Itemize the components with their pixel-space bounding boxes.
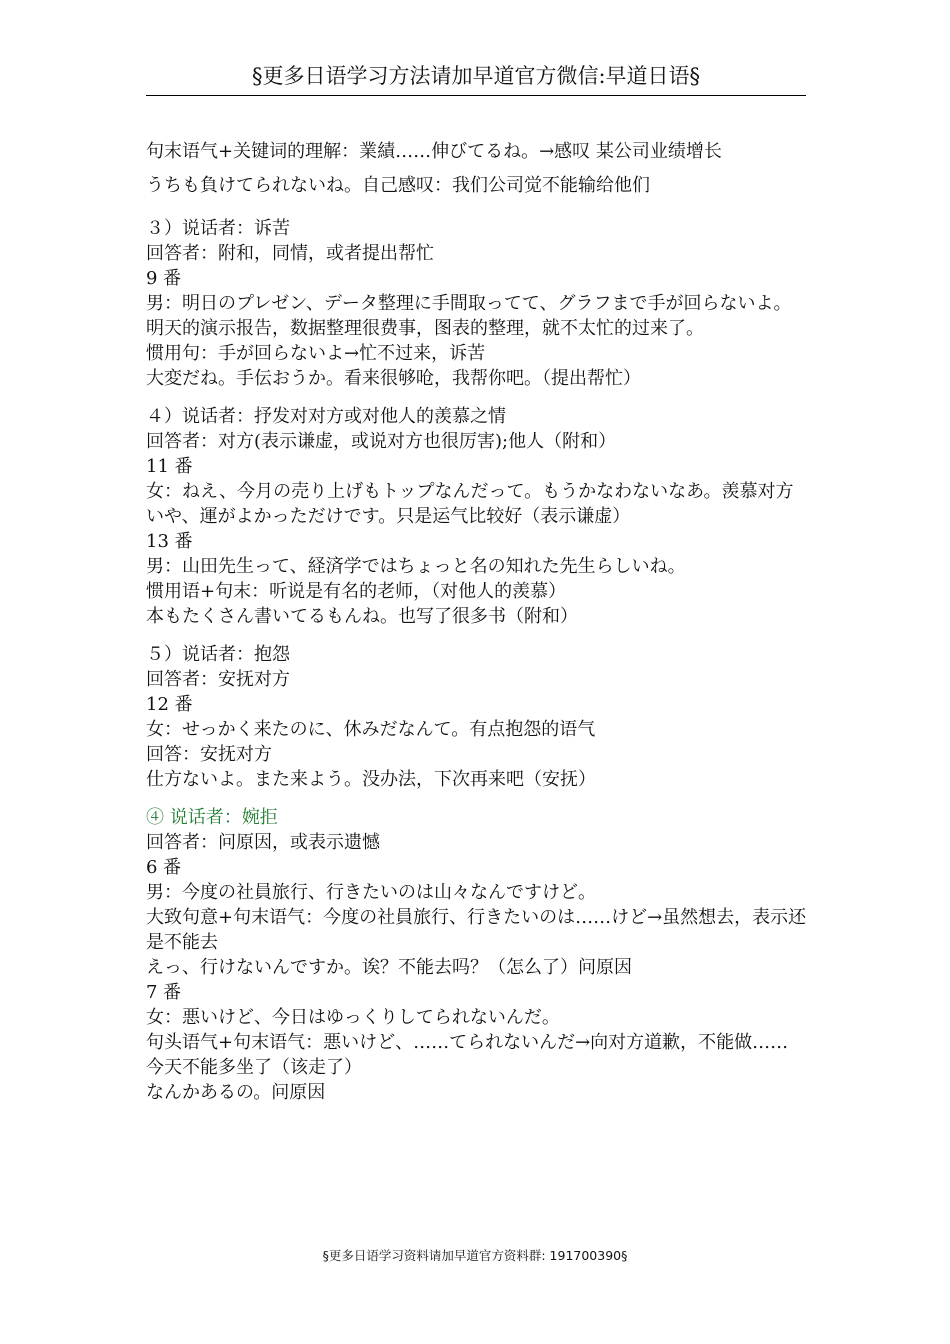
- text-line: なんかあるの。问原因: [146, 1082, 326, 1103]
- intro-line: 句末语气+关键词的理解：業績……伸びてるね。→感叹 某公司业绩增长: [146, 141, 722, 162]
- header-divider: [146, 95, 806, 96]
- section-complaint: [146, 216, 814, 391]
- text-line: 明天的演示报告，数据整理很费事，图表的整理，就不太忙的过来了。: [146, 318, 704, 339]
- page-footer: §更多日语学习资料请加早道官方资料群: 191700390§: [322, 1248, 628, 1263]
- text-line: 本もたくさん書いてるもんね。也写了很多书（附和）: [146, 606, 578, 627]
- text-line: 回答者：对方(表示谦虚，或说对方也很厉害);他人（附和）: [146, 431, 617, 452]
- question-number: 12 番: [146, 694, 193, 715]
- document-body: [146, 135, 814, 1105]
- text-line: 惯用语+句末：听说是有名的老师，（对他人的羡慕）: [146, 581, 567, 602]
- section-decline: [146, 805, 814, 1105]
- text-line: 大致句意+句末语气：今度の社員旅行、行きたいのは……けど→虽然想去，表示还是不能去: [146, 907, 807, 953]
- section-heading: ４）说话者：抒发对对方或对他人的羡慕之情: [146, 406, 506, 427]
- question-number: 6 番: [146, 857, 182, 878]
- text-line: えっ、行けないんですか。诶？不能去吗？（怎么了）问原因: [146, 957, 632, 978]
- text-line: 回答者：问原因，或表示遗憾: [146, 832, 380, 853]
- dialogue-line: 女：悪いけど、今日はゆっくりしてられないんだ。: [146, 1007, 560, 1028]
- dialogue-line: 女：せっかく来たのに、休みだなんて。有点抱怨的语气: [146, 719, 596, 740]
- text-line: 回答：安抚对方: [146, 744, 272, 765]
- text-line: いや、運がよかっただけです。只是运气比较好（表示谦虚）: [146, 506, 631, 527]
- dialogue-line: 女：ねえ、今月の売り上げもトップなんだって。もうかなわないなあ。羡慕对方: [146, 481, 794, 502]
- question-number: 11 番: [146, 456, 193, 477]
- text-line: 今天不能多坐了（该走了）: [146, 1057, 362, 1078]
- section-envy: [146, 404, 814, 629]
- section-grumble: [146, 642, 814, 792]
- dialogue-line: 男：明日のプレゼン、データ整理に手間取ってて、グラフまで手が回らないよ。: [146, 293, 792, 314]
- section-heading: ３）说话者：诉苦: [146, 218, 290, 239]
- text-line: 回答者：附和，同情，或者提出帮忙: [146, 243, 434, 264]
- text-line: 回答者：安抚对方: [146, 669, 290, 690]
- text-line: 仕方ないよ。また来よう。没办法，下次再来吧（安抚）: [146, 769, 596, 790]
- question-number: 13 番: [146, 531, 193, 552]
- intro-line: うちも負けてられないね。自己感叹：我们公司觉不能输给他们: [146, 175, 650, 196]
- page-header: §更多日语学习方法请加早道官方微信:早道日语§: [251, 64, 701, 88]
- dialogue-line: 男：山田先生って、経済学ではちょっと名の知れた先生らしいね。: [146, 556, 686, 577]
- section-heading-green: ④ 说话者：婉拒: [146, 807, 278, 828]
- section-heading: ５）说话者：抱怨: [146, 644, 290, 665]
- text-line: 惯用句：手が回らないよ→忙不过来，诉苦: [146, 343, 486, 364]
- text-line: 句头语气+句末语气：悪いけど、……てられないんだ→向对方道歉，不能做……: [146, 1032, 789, 1053]
- question-number: 7 番: [146, 982, 182, 1003]
- question-number: 9 番: [146, 268, 182, 289]
- text-line: 大変だね。手伝おうか。看来很够呛，我帮你吧。（提出帮忙）: [146, 368, 641, 389]
- dialogue-line: 男：今度の社員旅行、行きたいのは山々なんですけど。: [146, 882, 596, 903]
- intro-block: [146, 135, 814, 203]
